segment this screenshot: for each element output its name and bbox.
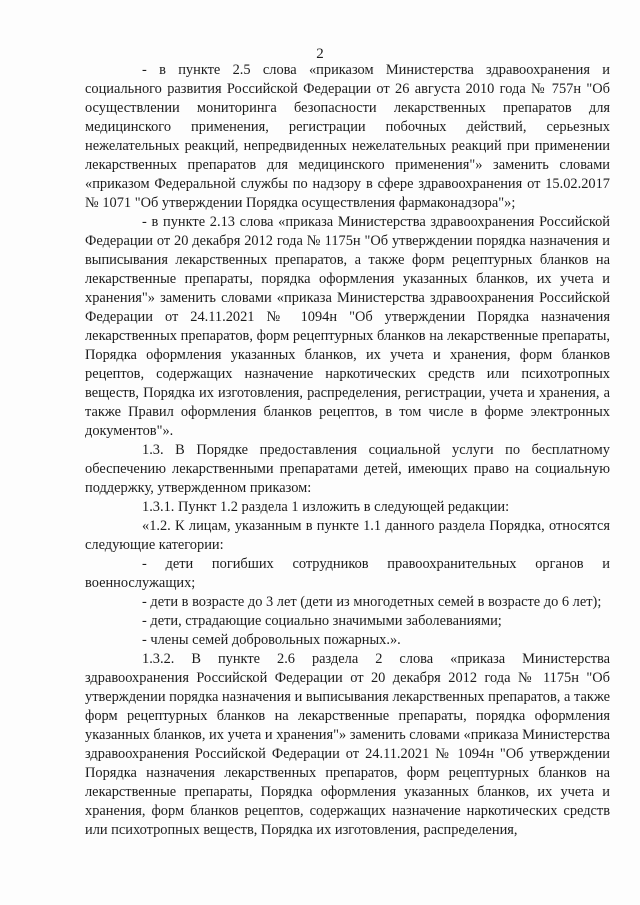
- category-children-under-3: - дети в возрасте до 3 лет (дети из многодетных семей в возрасте до 6 лет);: [142, 594, 602, 610]
- document-body: [85, 61, 610, 840]
- category-children-with-diseases: - дети, страдающие социально значимыми заболеваниями;: [142, 613, 502, 629]
- paragraph-1-3-1: 1.3.1. Пункт 1.2 раздела 1 изложить в следующей редакции:: [142, 499, 510, 515]
- page-number: 2: [316, 46, 324, 62]
- paragraph-item-2-13: - в пункте 2.13 слова «приказа Министерства здравоохранения Российской Федерации от 20 декабря 2012 года № 1175н "Об утверждении порядка назначения и выписывания лекарственных препаратов, а также форм рецептурных бланков на лекарственные препараты, порядка оформления указанных бланков, их учета и хранения"» заменить словами «приказа Министерства здравоохранения Российской Федерации от 24.11.2021 № 1094н "Об утверждении Порядка назначения лекарственных препаратов, форм рецептурных бланков на лекарственные препараты, Порядка оформления указанных бланков, их учета и хранения, форм бланков рецептов, содержащих назначение наркотических средств или психотропных веществ, Порядка их изготовления, распределения, регистрации, учета и хранения, а также Правил оформления бланков рецептов, в том числе в форме электронных документов"».: [85, 214, 610, 439]
- paragraph-1-3-2: 1.3.2. В пункте 2.6 раздела 2 слова «приказа Министерства здравоохранения Российской Федерации от 20 декабря 2012 года № 1175н "Об утверждении порядка назначения и выписывания лекарственных препаратов, а также форм рецептурных бланков на лекарственные препараты, порядка оформления указанных бланков, их учета и хранения"» заменить словами «приказа Министерства здравоохранения Российской Федерации от 24.11.2021 № 1094н "Об утверждении Порядка назначения лекарственных препаратов, форм рецептурных бланков на лекарственные препараты, Порядка оформления указанных бланков, их учета и хранения, форм бланков рецептов, содержащих назначение наркотических средств или психотропных веществ, Порядка их изготовления, распределения,: [85, 651, 610, 838]
- category-firefighter-families: - члены семей добровольных пожарных.».: [142, 632, 401, 648]
- paragraph-1-3: 1.3. В Порядке предоставления социальной услуги по бесплатному обеспечению лекарственными препаратами детей, имеющих право на социальную поддержку, утвержденном приказом:: [85, 442, 610, 496]
- category-children-of-fallen: - дети погибших сотрудников правоохранительных органов и военнослужащих;: [85, 556, 610, 591]
- paragraph-1-2-quote: «1.2. К лицам, указанным в пункте 1.1 данного раздела Порядка, относятся следующие категории:: [85, 518, 610, 553]
- paragraph-item-2-5: - в пункте 2.5 слова «приказом Министерства здравоохранения и социального развития Российской Федерации от 26 августа 2010 года № 757н "Об осуществлении мониторинга безопасности лекарственных препаратов для медицинского применения, регистрации побочных действий, серьезных нежелательных реакций, непредвиденных нежелательных реакций при применении лекарственных препаратов для медицинского применения"» заменить словами «приказом Федеральной службы по надзору в сфере здравоохранения от 15.02.2017 № 1071 "Об утверждении Порядка осуществления фармаконадзора"»;: [85, 62, 610, 211]
